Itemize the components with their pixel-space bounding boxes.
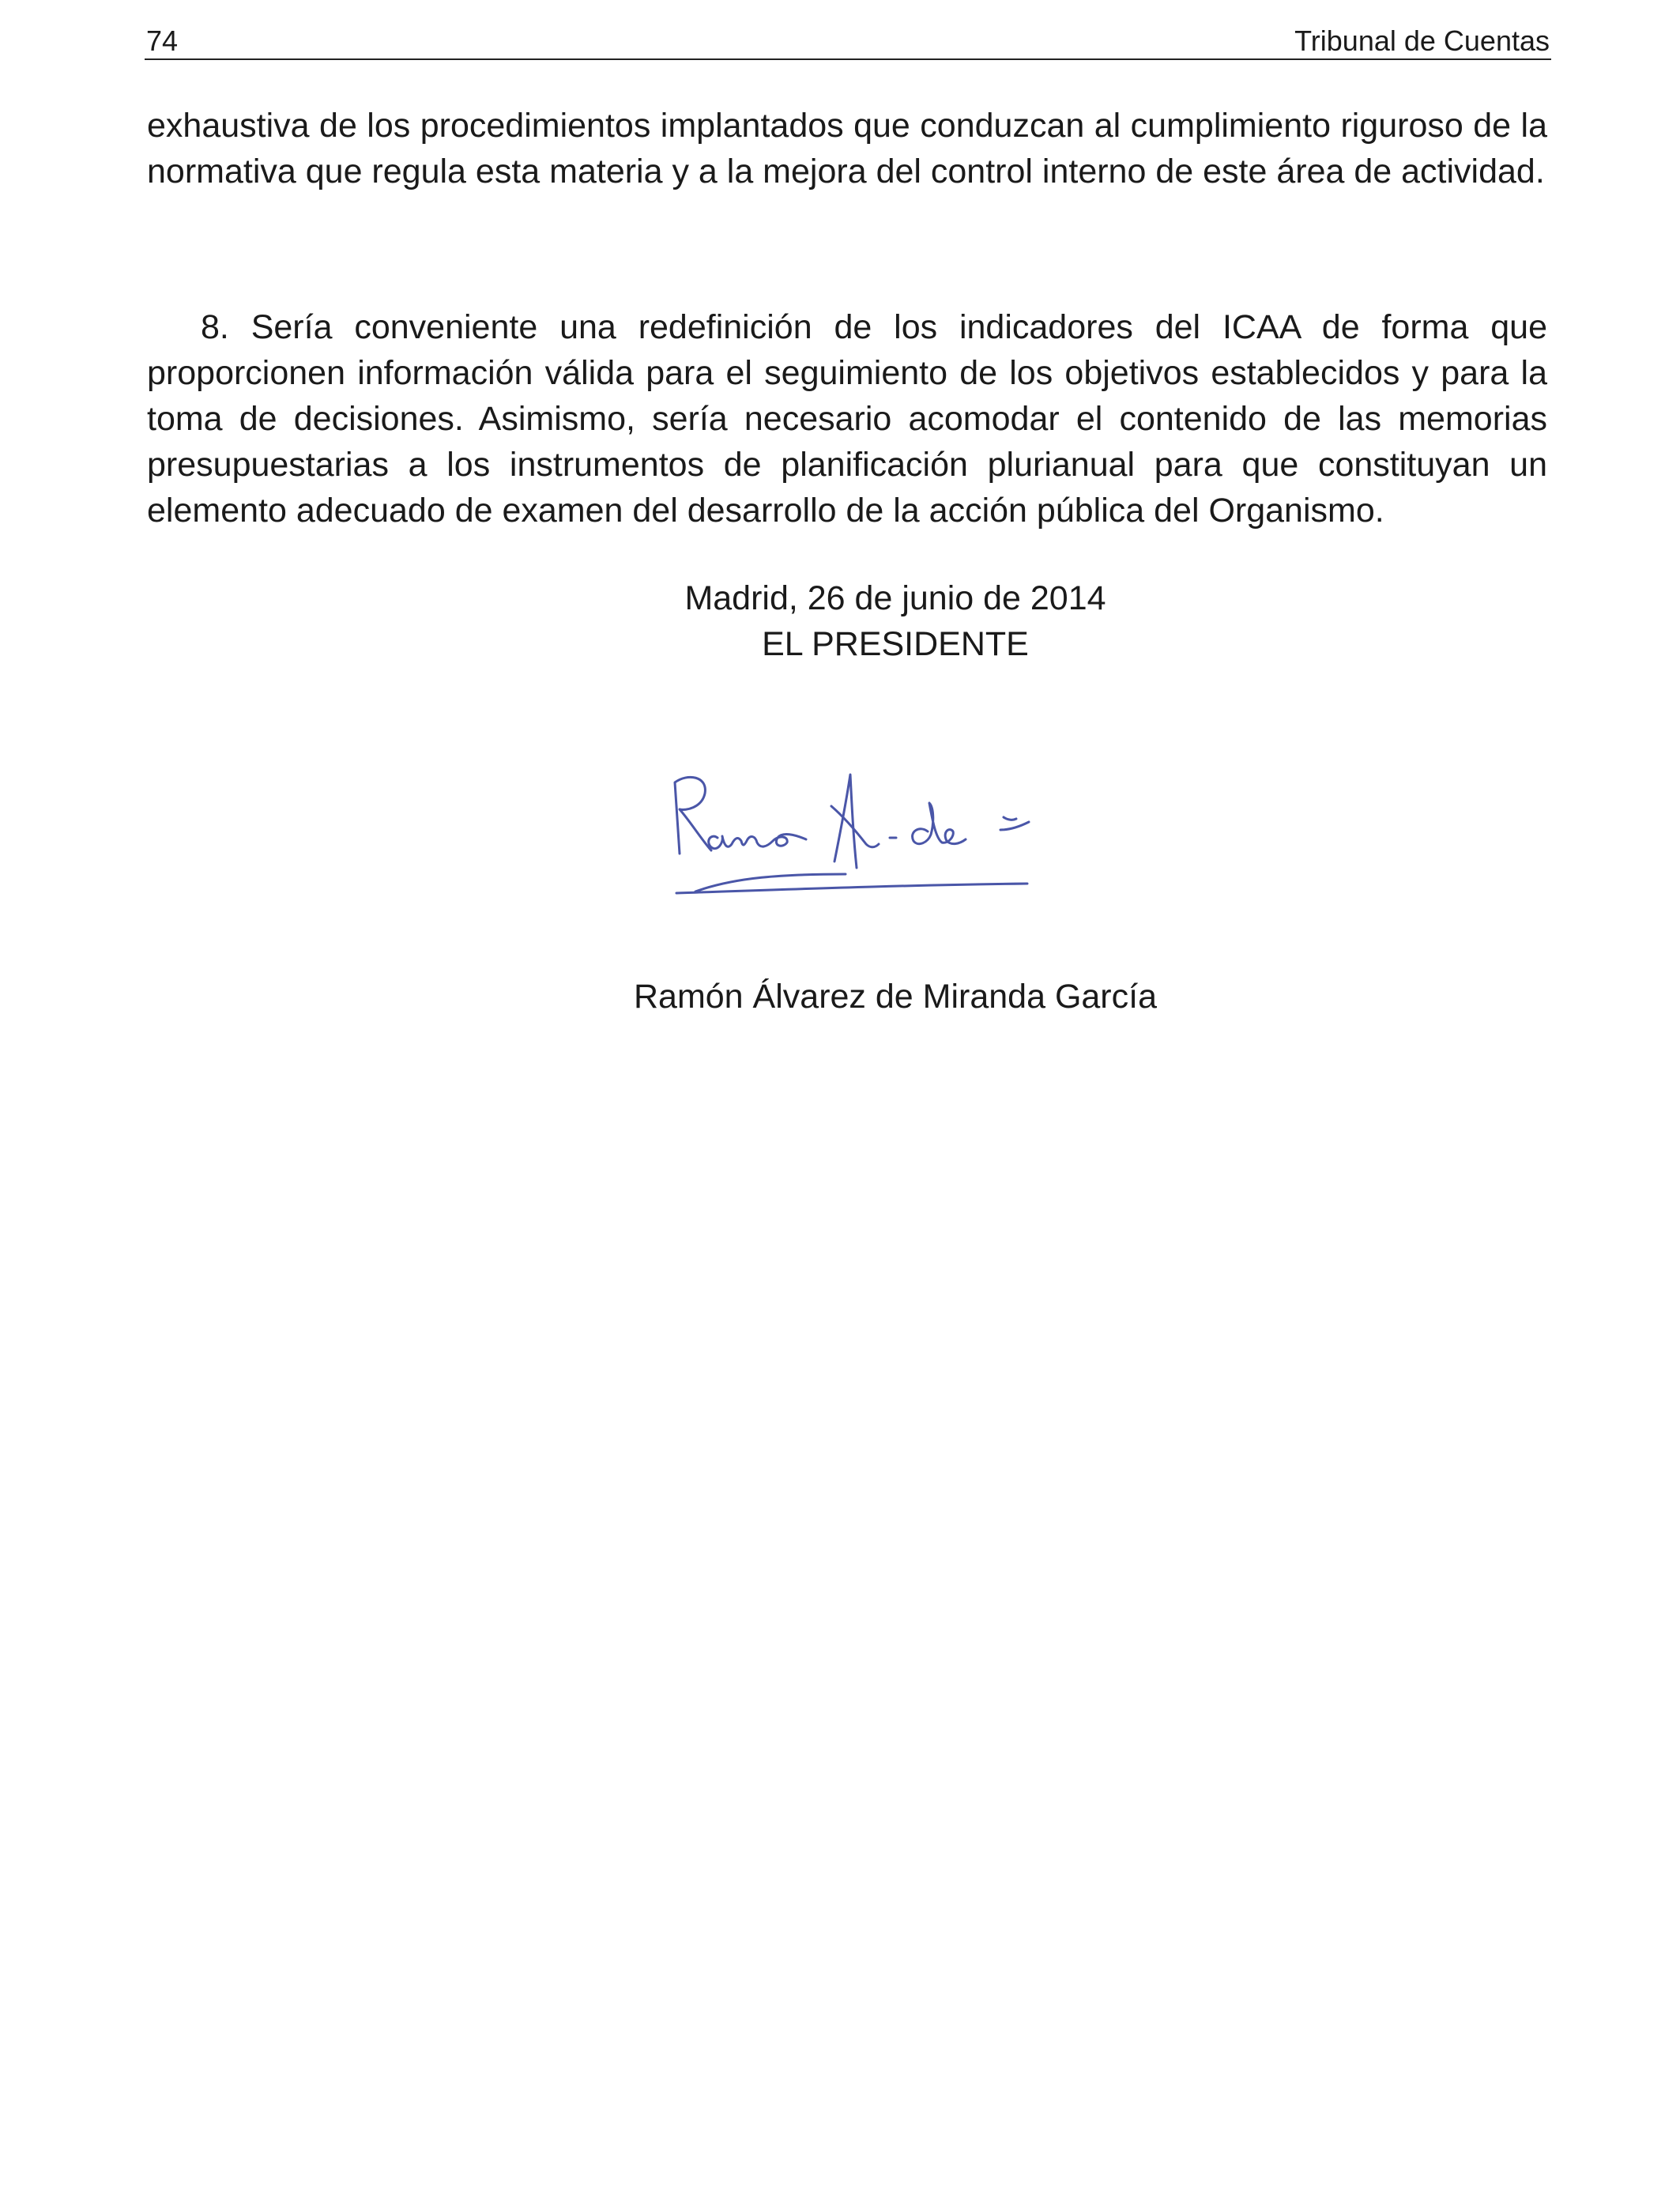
running-header — [145, 24, 1551, 60]
header-title: Tribunal de Cuentas — [1294, 25, 1550, 57]
paragraph-continuation: exhaustiva de los procedimientos implantados que conduzcan al cumplimiento riguroso de la normativa que regula esta materia y a la mejora del control interno de este área de actividad. — [147, 107, 1547, 190]
signer-name: Ramón Álvarez de Miranda García — [633, 978, 1157, 1016]
closing-place-date: Madrid, 26 de junio de 2014 — [684, 579, 1106, 617]
handwritten-signature — [656, 759, 1067, 909]
paragraph-recommendation-8: 8. Sería conveniente una redefinición de los indicadores del ICAA de forma que proporcionen información válida para el seguimiento de los objetivos establecidos y para la toma de decisiones. Asimismo, sería necesario acomodar el contenido de las memorias presupuestarias a los instrumentos de planificación plurianual para que constituyan un elemento adecuado de examen del desarrollo de la acción pública del Organismo. — [147, 308, 1547, 530]
page-number: 74 — [146, 25, 179, 57]
closing-role: EL PRESIDENTE — [762, 625, 1029, 663]
